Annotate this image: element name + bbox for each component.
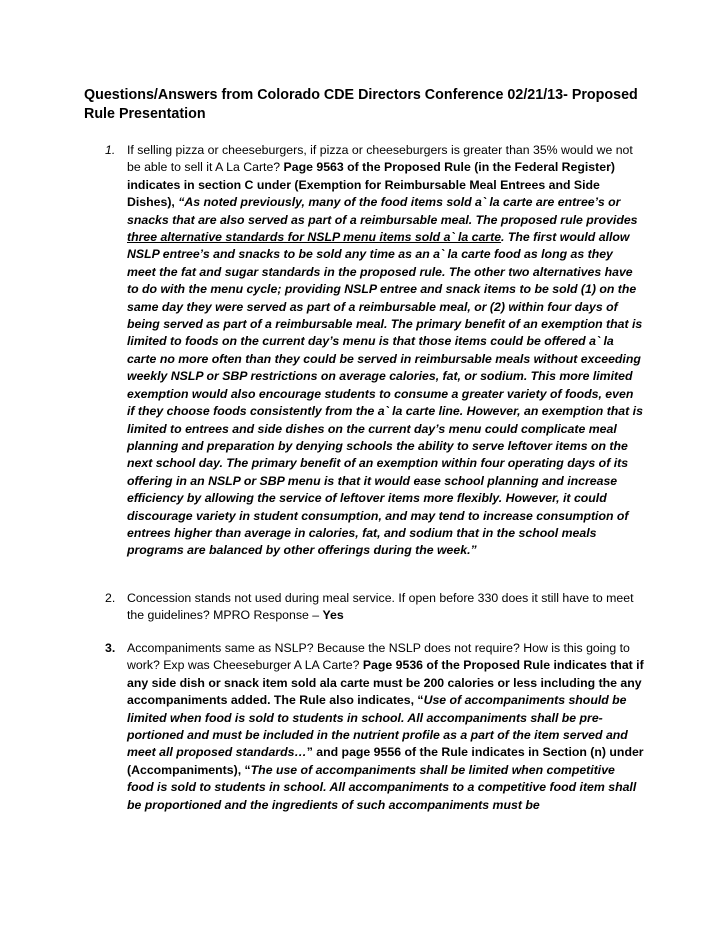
document-title: Questions/Answers from Colorado CDE Directors Conference 02/21/13- Proposed Rule Presentation	[84, 87, 638, 122]
item-number: 3.	[105, 641, 116, 655]
answer-bold-text: Page 9536 of the Proposed Rule indicates that if any side dish or snack item sold ala carte must be 200 calories or less including the any accompaniments added. The Rule also indicates, “	[127, 658, 644, 708]
item-number: 1.	[105, 143, 116, 157]
answer-bold-text: Page 9563 of the Proposed Rule (in the Federal Register) indicates in section C under (Exemption for Reimbursable Meal Entrees and Side Dishes),	[127, 160, 615, 210]
answer-quote-text: . The first would allow NSLP entree’s and snacks to be sold any time as an a` la carte food as long as they meet the fat and sugar standards in the proposed rule. The other two alternatives have to do with the menu cycle; providing NSLP entree and snack items to be sold (1) on the same day they were served as part of a reimbursable meal, or (2) within four days of being served as part of a reimbursable meal. The primary benefit of an exemption that is limited to foods on the current day’s menu is that those items could be offered a` la carte no more often than they could be served in reimbursable meals without exceeding weekly NSLP or SBP restrictions on average calories, fat, or sodium. This more limited exemption would also encourage students to consume a greater variety of foods, even if they choose foods consistently from the a` la carte line. However, an exemption that is limited to entrees and side dishes on the current day’s menu could complicate meal planning and preparation by denying schools the ability to serve leftover items on the next school day. The primary benefit of an exemption within four operating days of its offering in an NSLP or SBP menu is that it would ease school planning and increase efficiency by allowing the service of leftover items more flexibly. However, it could discourage variety in student consumption, and may tend to increase consumption of entrees higher than average in calories, fat, and sodium that in the school meals programs are balanced by other offerings during the week.”	[127, 230, 643, 558]
item-number: 2.	[105, 591, 116, 605]
list-item	[84, 590, 644, 625]
answer-bold-text: Yes	[322, 608, 344, 623]
answer-quote-text: Use of accompaniments should be limited when food is sold to students in school. All accompaniments shall be pre-portioned and must be included in the nutrient profile as a part of the item served and meet all proposed standards…	[127, 693, 628, 760]
answer-underlined-text: three alternative standards for NSLP menu items sold a` la carte	[127, 230, 502, 245]
item-text	[127, 142, 644, 560]
answer-bold-text: ” and page 9556 of the Rule indicates in Section (n) under (Accompaniments), “	[127, 745, 644, 777]
question-text: Concession stands not used during meal service. If open before 330 does it still have to meet the guidelines? MPRO Response –	[127, 591, 634, 623]
list-item	[84, 142, 644, 560]
item-text	[127, 590, 644, 625]
question-text: Accompaniments same as NSLP? Because the NSLP does not require? How is this going to work? Exp was Cheeseburger A LA Carte?	[127, 641, 630, 673]
question-text: If selling pizza or cheeseburgers, if pizza or cheeseburgers is greater than 35% would we not be able to sell it A La Carte?	[127, 143, 633, 175]
item-text	[127, 640, 644, 814]
list-item	[84, 640, 644, 814]
answer-quote-text: The use of accompaniments shall be limited when competitive food is sold to students in school. All accompaniments to a competitive food item shall be proportioned and the ingredients of such accompaniments must be	[127, 762, 637, 812]
answer-quote-text: “As noted previously, many of the food items sold a` la carte are entree’s or snacks that are also served as part of a reimbursable meal. The proposed rule provides	[127, 195, 638, 227]
